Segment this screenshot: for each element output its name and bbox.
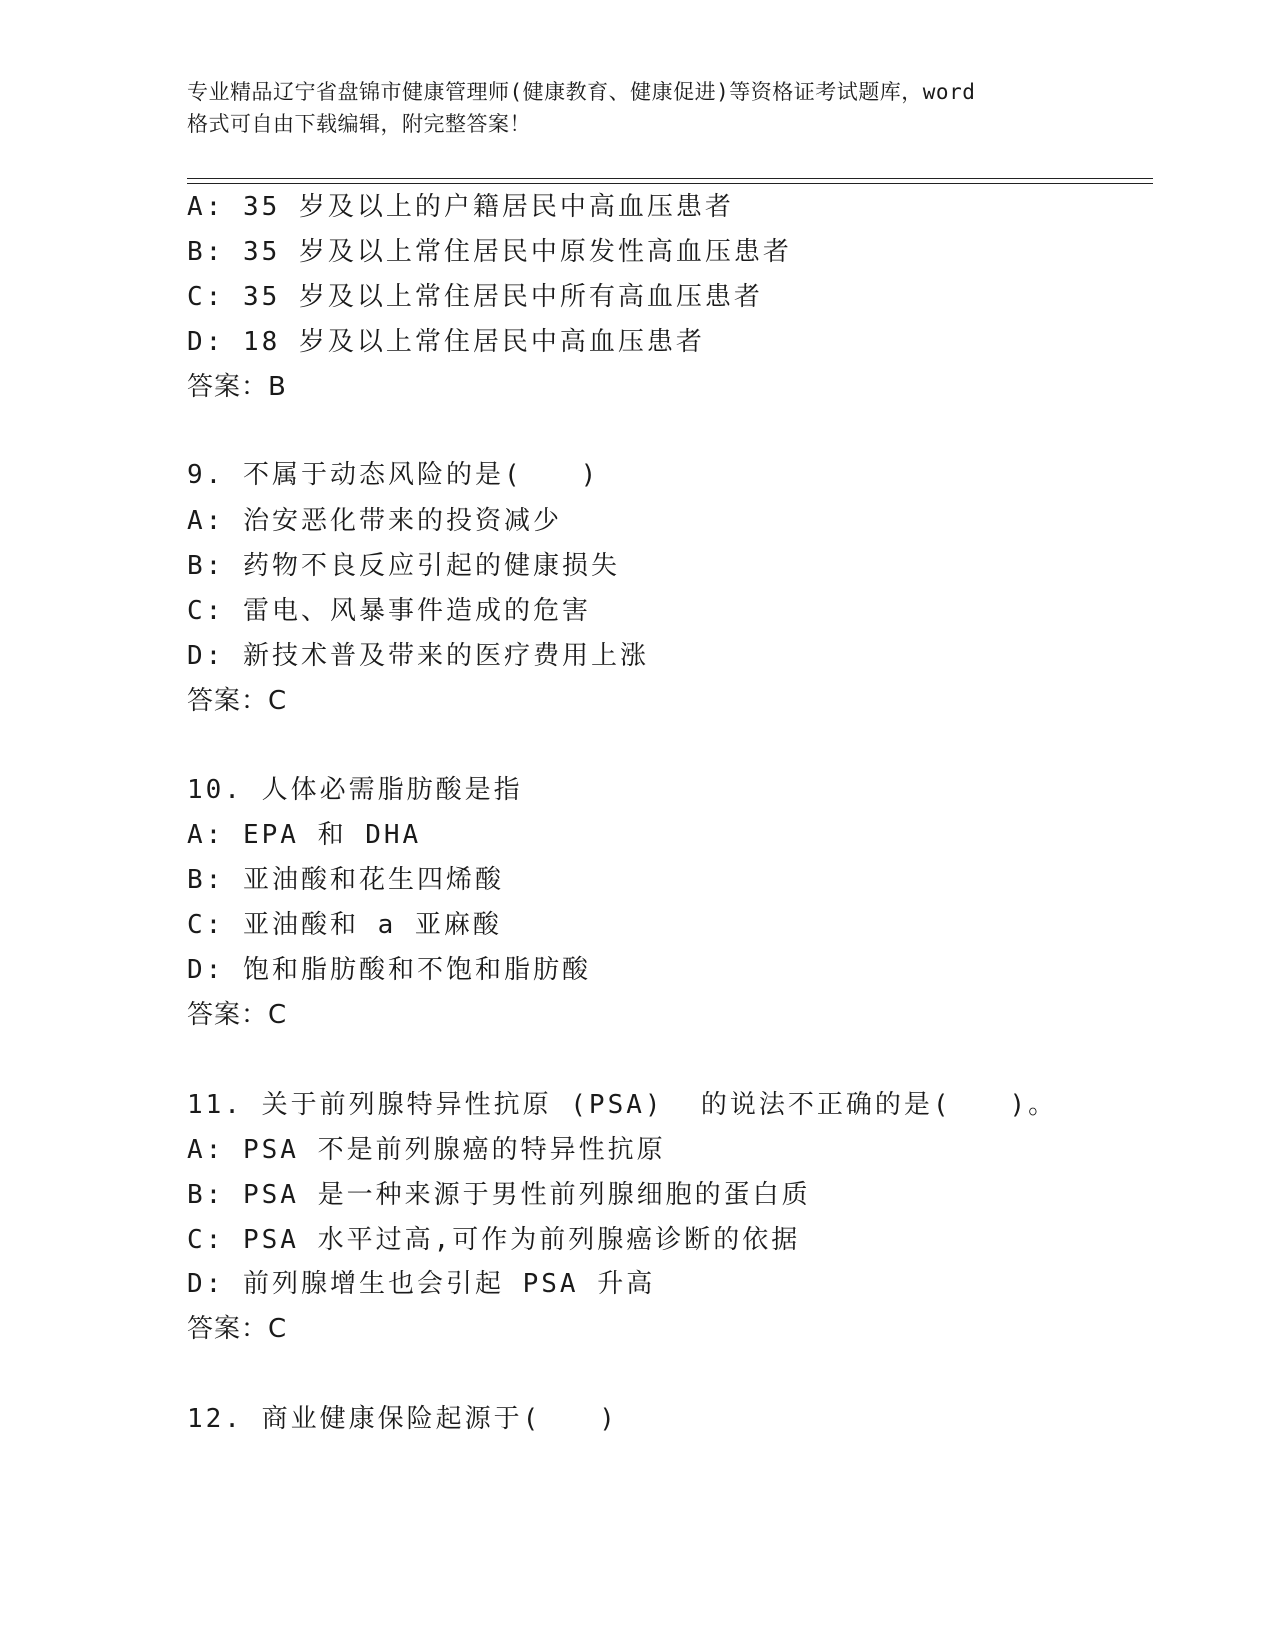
q11-answer: 答案：C xyxy=(187,1314,288,1344)
q10-option-b: B: 亚油酸和花生四烯酸 xyxy=(187,865,504,895)
q9-stem: 9. 不属于动态风险的是( ) xyxy=(187,460,600,490)
header-line-2: 格式可自由下载编辑，附完整答案！ xyxy=(187,112,531,136)
q9-option-c: C: 雷电、风暴事件造成的危害 xyxy=(187,596,591,626)
q9-option-b: B: 药物不良反应引起的健康损失 xyxy=(187,551,620,581)
q8-option-d: D: 18 岁及以上常住居民中高血压患者 xyxy=(187,327,705,357)
header-line-1: 专业精品辽宁省盘锦市健康管理师(健康教育、健康促进)等资格证考试题库，word xyxy=(187,80,976,104)
document-header xyxy=(187,76,1087,140)
q10-stem: 10. 人体必需脂肪酸是指 xyxy=(187,775,523,805)
header-divider-bottom xyxy=(187,183,1153,184)
q8-option-c: C: 35 岁及以上常住居民中所有高血压患者 xyxy=(187,282,763,312)
q10-option-a: A: EPA 和 DHA xyxy=(187,820,422,850)
q11-option-a: A: PSA 不是前列腺癌的特异性抗原 xyxy=(187,1135,666,1165)
q12-stem: 12. 商业健康保险起源于( ) xyxy=(187,1404,618,1434)
q9-answer: 答案：C xyxy=(187,686,288,716)
q11-stem: 11. 关于前列腺特异性抗原 (PSA) 的说法不正确的是( )。 xyxy=(187,1090,1058,1120)
q11-option-d: D: 前列腺增生也会引起 PSA 升高 xyxy=(187,1269,656,1299)
q10-option-d: D: 饱和脂肪酸和不饱和脂肪酸 xyxy=(187,955,591,985)
q11-option-b: B: PSA 是一种来源于男性前列腺细胞的蛋白质 xyxy=(187,1180,811,1210)
q8-option-b: B: 35 岁及以上常住居民中原发性高血压患者 xyxy=(187,237,792,267)
q9-option-a: A: 治安恶化带来的投资减少 xyxy=(187,506,562,536)
q10-answer: 答案：C xyxy=(187,1000,288,1030)
q11-option-c: C: PSA 水平过高,可作为前列腺癌诊断的依据 xyxy=(187,1225,801,1255)
header-divider-top xyxy=(187,178,1153,179)
q8-answer: 答案：B xyxy=(187,372,287,402)
q9-option-d: D: 新技术普及带来的医疗费用上涨 xyxy=(187,641,649,671)
q8-option-a: A: 35 岁及以上的户籍居民中高血压患者 xyxy=(187,192,734,222)
q10-option-c: C: 亚油酸和 a 亚麻酸 xyxy=(187,910,502,940)
